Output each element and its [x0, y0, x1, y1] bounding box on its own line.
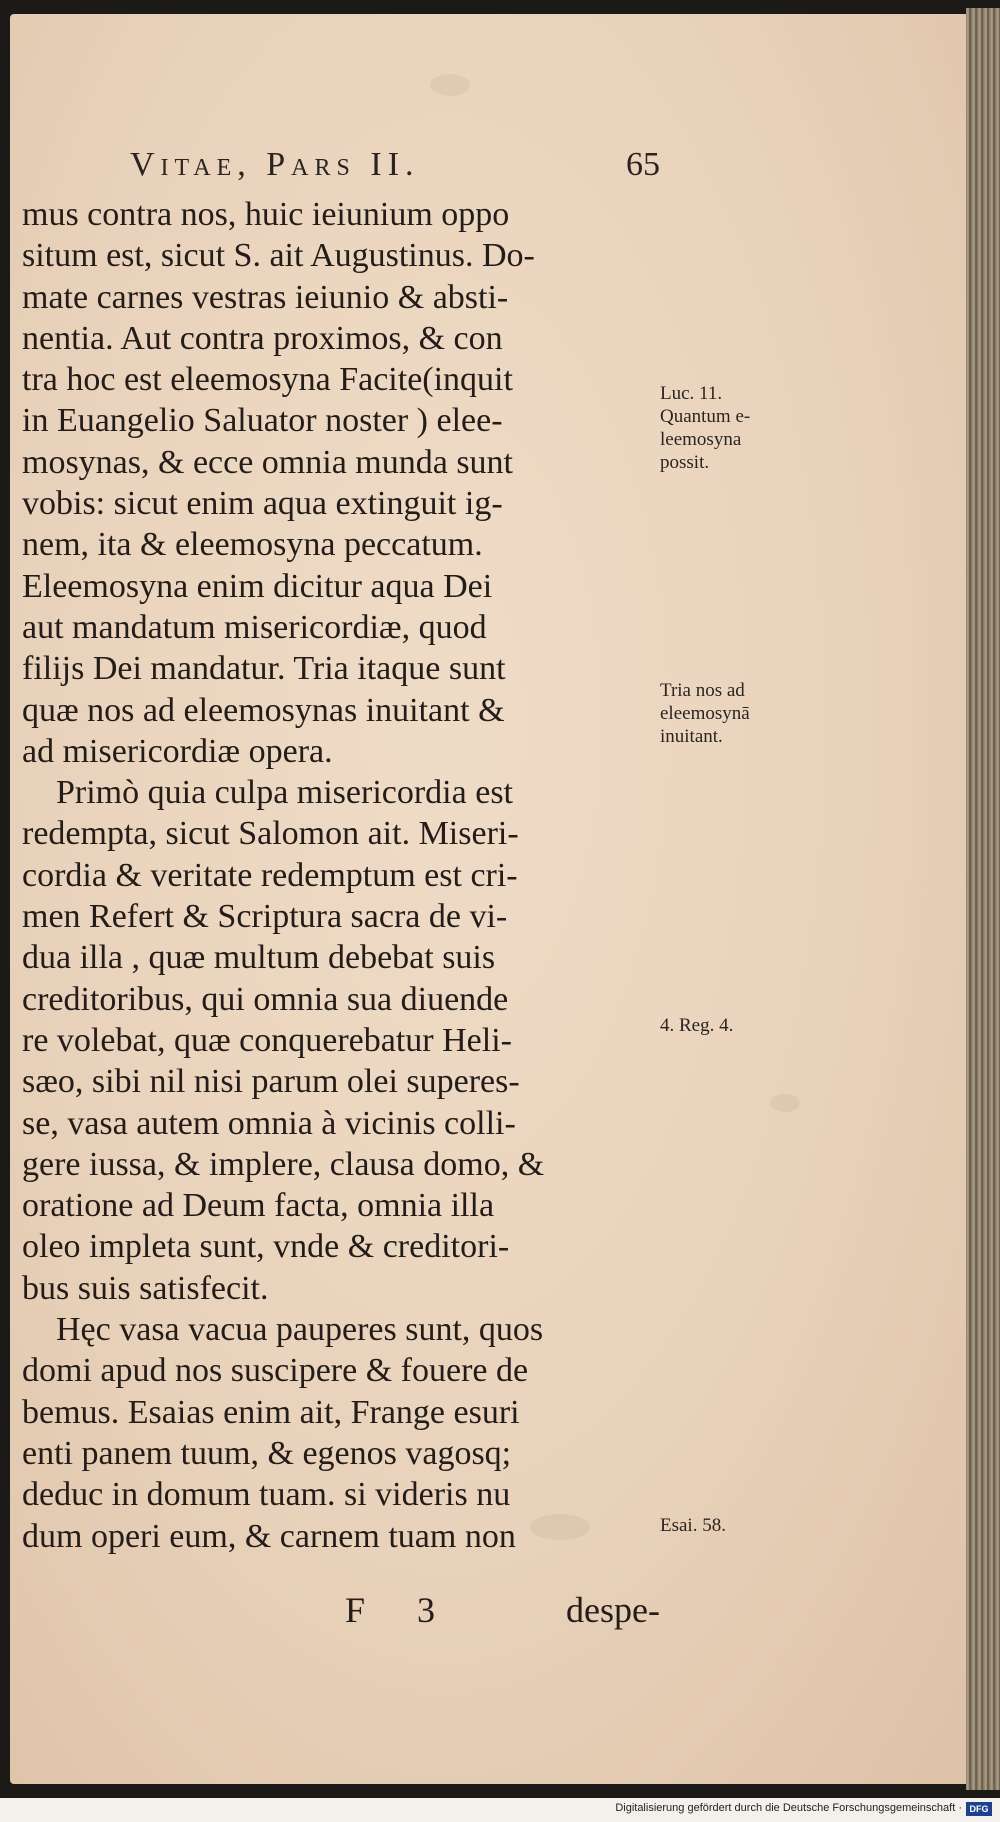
text-line: situm est, sicut S. ait Augustinus. Do- [22, 237, 535, 275]
text-line: nem, ita & eleemosyna peccatum. [22, 526, 483, 564]
margin-note-line: possit. [660, 452, 710, 473]
signature-line [345, 1589, 660, 1633]
dfg-logo: DFG [966, 1802, 992, 1816]
text-line: ad misericordiæ opera. [22, 732, 333, 770]
text-line: bus suis satisfecit. [22, 1269, 269, 1307]
text-line: filijs Dei mandatur. Tria itaque sunt [22, 650, 506, 688]
text-line: men Refert & Scriptura sacra de vi- [22, 898, 508, 936]
margin-note-reg [660, 1014, 733, 1037]
text-line: aut mandatum misericordiæ, quod [22, 608, 487, 646]
signature-mark: F [345, 1590, 366, 1630]
body-text [22, 194, 662, 1557]
running-head [130, 146, 660, 196]
margin-notes [660, 14, 830, 1798]
text-line: dua illa , quæ multum debebat suis [22, 939, 496, 977]
text-line: in Euangelio Saluator noster ) elee- [22, 402, 503, 440]
text-line: sæo, sibi nil nisi parum olei superes- [22, 1063, 520, 1101]
margin-note-esai [660, 1514, 726, 1537]
running-head-title: Vitae, Pars II. [130, 146, 420, 183]
margin-note-line: 4. Reg. 4. [660, 1015, 734, 1036]
footer-credit: Digitalisierung gefördert durch die Deutsche Forschungsgemeinschaft · [615, 1802, 962, 1814]
footer-bar [0, 1798, 1000, 1822]
text-line: vobis: sicut enim aqua extinguit ig- [22, 485, 503, 523]
text-line: Primò quia culpa misericordia est [56, 774, 513, 812]
text-line: nentia. Aut contra proximos, & con [22, 319, 503, 357]
text-line: creditoribus, qui omnia sua diuende [22, 980, 509, 1018]
text-line: redempta, sicut Salomon ait. Miseri- [22, 815, 519, 853]
text-line: quæ nos ad eleemosynas inuitant & [22, 691, 505, 729]
text-line: dum operi eum, & carnem tuam non [22, 1517, 516, 1555]
page-number: 65 [626, 146, 660, 183]
text-line: oratione ad Deum facta, omnia illa [22, 1187, 495, 1225]
margin-note-line: Tria nos ad [660, 680, 745, 701]
margin-note-line: leemosyna [660, 429, 742, 450]
page-edges [966, 8, 1000, 1790]
text-line: enti panem tuum, & egenos vagosq; [22, 1434, 512, 1472]
catchword: despe- [566, 1590, 660, 1630]
text-line: se, vasa autem omnia à vicinis colli- [22, 1104, 516, 1142]
text-line: cordia & veritate redemptum est cri- [22, 856, 518, 894]
text-line: oleo impleta sunt, vnde & creditori- [22, 1228, 510, 1266]
text-line: Hęc vasa vacua pauperes sunt, quos [56, 1311, 544, 1349]
text-line: mus contra nos, huic ieiunium oppo [22, 196, 510, 233]
text-line: tra hoc est eleemosyna Facite(inquit [22, 361, 513, 399]
margin-note-line: Quantum e- [660, 406, 751, 427]
margin-note-line: Luc. 11. [660, 383, 723, 404]
margin-note-line: inuitant. [660, 726, 723, 747]
text-line: Eleemosyna enim dicitur aqua Dei [22, 567, 493, 605]
text-line: re volebat, quæ conquerebatur Heli- [22, 1021, 512, 1059]
text-line: gere iussa, & implere, clausa domo, & [22, 1145, 545, 1183]
margin-note-line: Esai. 58. [660, 1515, 726, 1536]
text-line: deduc in domum tuam. si videris nu [22, 1476, 511, 1514]
text-line: mosynas, & ecce omnia munda sunt [22, 443, 514, 481]
paper-stain [430, 74, 470, 96]
text-line: bemus. Esaias enim ait, Frange esuri [22, 1393, 520, 1431]
book-page [10, 14, 975, 1784]
margin-note-tria [660, 679, 750, 748]
text-line: mate carnes vestras ieiunio & absti- [22, 278, 509, 316]
text-line: domi apud nos suscipere & fouere de [22, 1352, 529, 1390]
signature-number: 3 [417, 1590, 435, 1630]
margin-note-line: eleemosynā [660, 703, 750, 724]
margin-note-luc [660, 382, 750, 474]
